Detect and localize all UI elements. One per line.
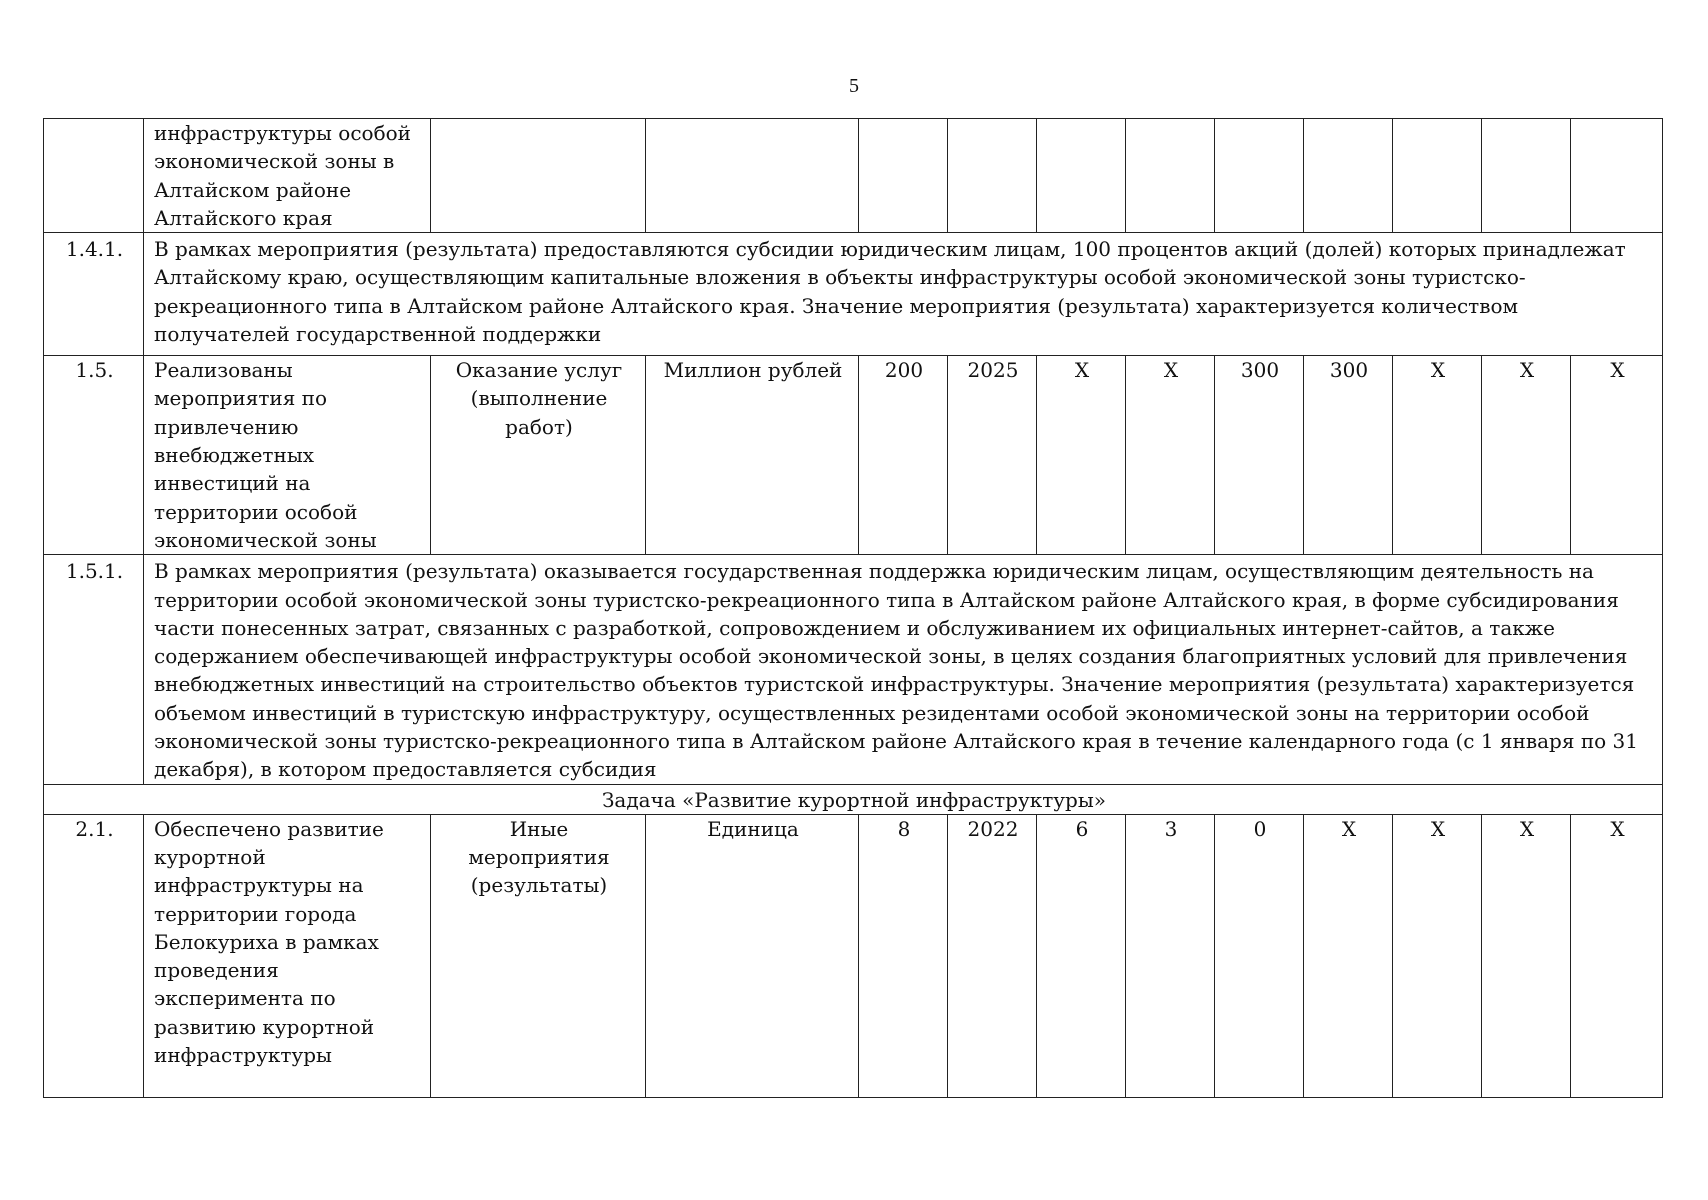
value-cell: 300 bbox=[1215, 356, 1304, 555]
table-row-1-5-1 bbox=[44, 555, 1663, 784]
row-number-cell: 2.1. bbox=[44, 814, 144, 1097]
value-cell: X bbox=[1482, 356, 1571, 555]
row-number-cell: 1.4.1. bbox=[44, 233, 144, 356]
value-cell: 3 bbox=[1126, 814, 1215, 1097]
page-number: 5 bbox=[849, 75, 859, 97]
unit-cell: Единица bbox=[646, 814, 859, 1097]
value-cell: X bbox=[1393, 356, 1482, 555]
value-cell bbox=[1482, 119, 1571, 233]
value-cell bbox=[1571, 119, 1663, 233]
results-table bbox=[43, 118, 1663, 1098]
value-cell: X bbox=[1037, 356, 1126, 555]
row-number-cell bbox=[44, 119, 144, 233]
row-number-cell: 1.5.1. bbox=[44, 555, 144, 784]
unit-cell bbox=[646, 119, 859, 233]
value-cell: X bbox=[1482, 814, 1571, 1097]
result-name-cell: Реализованы мероприятия по привлечению внебюджетных инвестиций на территории особой экономической зоны bbox=[144, 356, 431, 555]
value-cell bbox=[1126, 119, 1215, 233]
description-cell: В рамках мероприятия (результата) оказывается государственная поддержка юридическим лицам, осуществляющим деятельность на территории особой экономической зоны туристско-рекреационного типа в Алтайском районе Алтайского края, в форме субсидирования части понесенных затрат, связанных с разработкой, сопровождением и обслуживанием их официальных интернет-сайтов, а также содержанием обеспечивающей инфраструктуры особой экономической зоны, в целях создания благоприятных условий для привлечения внебюджетных инвестиций на строительство объектов туристской инфраструктуры. Значение мероприятия (результата) характеризуется объемом инвестиций в туристскую инфраструктуру, осуществленных резидентами особой экономической зоны на территории особой экономической зоны туристско-рекреационного типа в Алтайском районе Алтайского края в течение календарного года (с 1 января по 31 декабря), в котором предоставляется субсидия bbox=[144, 555, 1663, 784]
value-cell: X bbox=[1571, 814, 1663, 1097]
result-type-cell: Иные мероприятия (результаты) bbox=[431, 814, 646, 1097]
value-cell bbox=[1393, 119, 1482, 233]
result-type-cell bbox=[431, 119, 646, 233]
value-cell: X bbox=[1304, 814, 1393, 1097]
unit-cell: Миллион рублей bbox=[646, 356, 859, 555]
result-name-cell: Обеспечено развитие курортной инфраструктуры на территории города Белокуриха в рамках проведения эксперимента по развитию курортной инфраструктуры bbox=[144, 814, 431, 1097]
result-name-cell: инфраструктуры особой экономической зоны в Алтайском районе Алтайского края bbox=[144, 119, 431, 233]
value-cell: X bbox=[1126, 356, 1215, 555]
value-cell: 6 bbox=[1037, 814, 1126, 1097]
row-number-cell: 1.5. bbox=[44, 356, 144, 555]
table-row-2-1 bbox=[44, 814, 1663, 1097]
value-cell: X bbox=[1571, 356, 1663, 555]
value-cell: 2025 bbox=[948, 356, 1037, 555]
result-type-cell: Оказание услуг (выполнение работ) bbox=[431, 356, 646, 555]
description-cell: В рамках мероприятия (результата) предоставляются субсидии юридическим лицам, 100 процентов акций (долей) которых принадлежат Алтайскому краю, осуществляющим капитальные вложения в объекты инфраструктуры особой экономической зоны туристско-рекреационного типа в Алтайском районе Алтайского края. Значение мероприятия (результата) характеризуется количеством получателей государственной поддержки bbox=[144, 233, 1663, 356]
value-cell: 2022 bbox=[948, 814, 1037, 1097]
value-cell: 200 bbox=[859, 356, 948, 555]
value-cell bbox=[948, 119, 1037, 233]
value-cell bbox=[1037, 119, 1126, 233]
value-cell bbox=[1215, 119, 1304, 233]
table-row-continuation bbox=[44, 119, 1663, 233]
value-cell: 0 bbox=[1215, 814, 1304, 1097]
table-row-1-4-1 bbox=[44, 233, 1663, 356]
value-cell: 8 bbox=[859, 814, 948, 1097]
task-heading: Задача «Развитие курортной инфраструктуры» bbox=[44, 784, 1663, 814]
table-row-1-5 bbox=[44, 356, 1663, 555]
value-cell: 300 bbox=[1304, 356, 1393, 555]
value-cell bbox=[1304, 119, 1393, 233]
task-heading-row bbox=[44, 784, 1663, 814]
value-cell bbox=[859, 119, 948, 233]
value-cell: X bbox=[1393, 814, 1482, 1097]
